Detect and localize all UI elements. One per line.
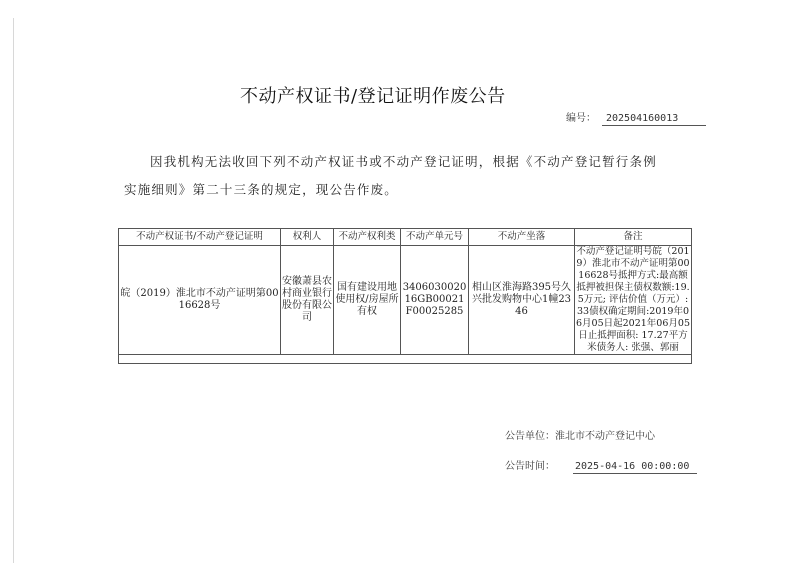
time-label: 公告时间： — [505, 461, 555, 472]
cell-note: 不动产登记证明号皖（2019）淮北市不动产证明第0016628号抵押方式:最高额抵押被担保主债权数额:19.5万元; 评估价值（万元）:33债权确定期间:2019年06月05日起2021年06月05日止抵押面积: 17.27平方米债务人: 张强、郭丽 — [576, 246, 690, 353]
cell-location: 相山区淮海路395号久兴批发购物中心1幢2346 — [469, 246, 575, 355]
header-owner: 权利人 — [281, 229, 334, 246]
header-certificate: 不动产权证书/不动产登记证明 — [119, 229, 281, 246]
scan-edge-line — [13, 18, 14, 563]
serial-label: 编号： — [566, 113, 596, 124]
header-location: 不动产坐落 — [469, 229, 575, 246]
cell-empty — [119, 355, 692, 364]
cell-owner: 安徽萧县农村商业银行股份有限公司 — [281, 246, 334, 355]
table-row — [119, 246, 692, 355]
serial-number — [566, 109, 706, 126]
header-note: 备注 — [575, 229, 692, 246]
notice-unit — [505, 427, 655, 442]
header-right-type: 不动产权利类 — [334, 229, 401, 246]
cell-unit-number: 340603002016GB00021F00025285 — [401, 246, 469, 355]
notice-title: 不动产权证书/登记证明作废公告 — [240, 86, 506, 107]
cell-right-type: 国有建设用地使用权/房屋所有权 — [334, 246, 401, 355]
header-unit-number: 不动产单元号 — [401, 229, 469, 246]
serial-value: 202504160013 — [602, 113, 706, 126]
notice-paragraph-line-2: 实施细则》第二十三条的规定，现公告作废。 — [124, 182, 399, 197]
unit-label: 公告单位： — [505, 431, 555, 442]
notice-paragraph-line-1: 因我机构无法收回下列不动产权证书或不动产登记证明，根据《不动产登记暂行条例 — [150, 154, 657, 169]
unit-value: 淮北市不动产登记中心 — [555, 431, 655, 442]
notice-time — [505, 457, 697, 474]
cell-certificate: 皖（2019）淮北市不动产证明第0016628号 — [119, 246, 281, 355]
time-value: 2025-04-16 00:00:00 — [573, 461, 697, 474]
table-empty-row — [119, 355, 692, 364]
voided-certificates-table — [118, 228, 692, 364]
table-header-row — [119, 229, 692, 246]
